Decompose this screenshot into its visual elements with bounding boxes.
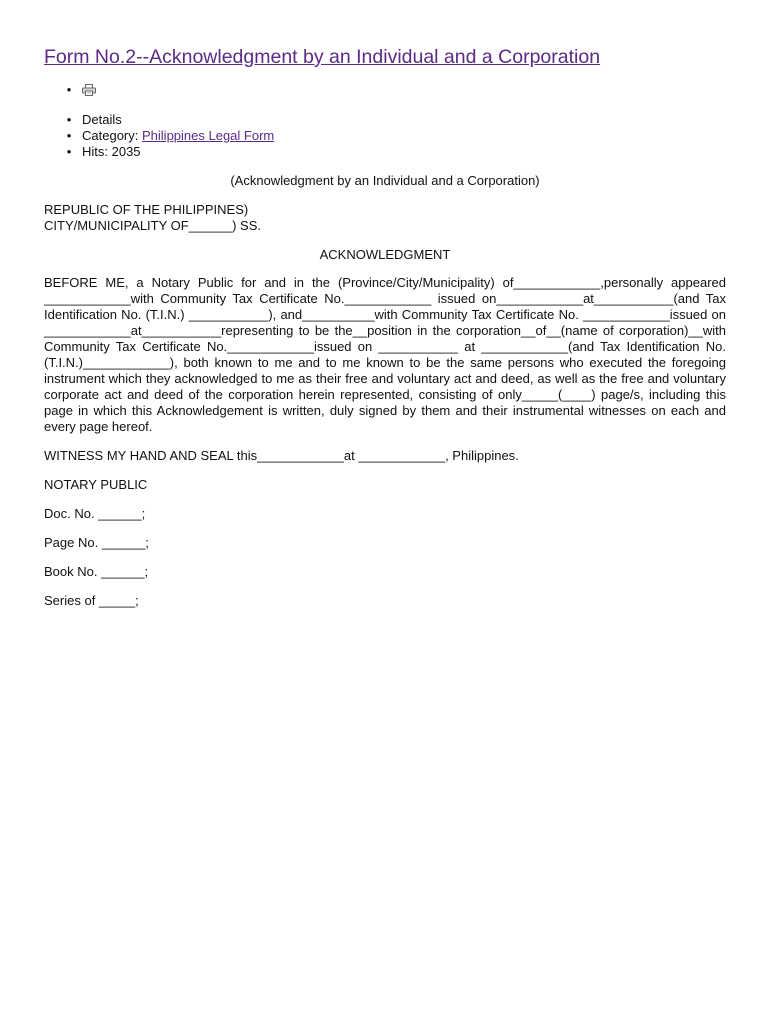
witness-line: WITNESS MY HAND AND SEAL this____________at ____________, Philippines. — [44, 448, 519, 463]
hits-label: Hits: 2035 — [82, 144, 141, 159]
print-item — [44, 82, 726, 100]
print-icon[interactable] — [82, 84, 96, 100]
series-line: Series of _____; — [44, 593, 139, 608]
republic-line: REPUBLIC OF THE PHILIPPINES) — [44, 202, 249, 217]
document-subtitle: (Acknowledgment by an Individual and a Corporation) — [230, 173, 540, 188]
details-label: Details — [82, 112, 122, 127]
article-meta — [44, 112, 726, 160]
meta-hits — [44, 144, 726, 160]
notary-public-label: NOTARY PUBLIC — [44, 477, 148, 492]
acknowledgment-heading: ACKNOWLEDGMENT — [319, 247, 451, 262]
book-no-line: Book No. ______; — [44, 564, 149, 579]
meta-details — [44, 112, 726, 128]
document-body — [44, 173, 726, 609]
acknowledgment-paragraph: BEFORE ME, a Notary Public for and in the (Province/City/Municipality) of____________,personally appeared ____________with Community Tax Certificate No.____________ issued on____________at___________(and Tax Identification No. (T.I.N.) ___________), and__________with Community Tax Certificate No. ____________issued on ____________at___________representing to be the__position in the corporation__of__(name of corporation)__with Community Tax Certificate No.____________issued on ___________ at ____________(and Tax Identification No. (T.I.N.)____________), both known to me and to me known to be the same persons who executed the foregoing instrument which they acknowledged to me as their free and voluntary act and deed, as well as the free and voluntary corporate act and deed of the corporation herein represented, consisting of only_____(____) page/s, including this page in which this Acknowledgement is written, duly signed by them and their instrumental witnesses on each and every page hereof. — [44, 275, 726, 434]
article — [44, 44, 726, 609]
page-no-line: Page No. ______; — [44, 535, 149, 550]
bullet: • — [66, 112, 72, 127]
page-title[interactable]: Form No.2--Acknowledgment by an Individual and a Corporation — [44, 46, 601, 68]
bullet: • — [66, 128, 72, 143]
category-label: Category: — [82, 128, 139, 143]
city-line: CITY/MUNICIPALITY OF______) SS. — [44, 218, 261, 233]
bullet: • — [66, 144, 72, 159]
doc-no-line: Doc. No. ______; — [44, 506, 146, 521]
bullet: • — [66, 82, 72, 97]
meta-category — [44, 128, 726, 144]
print-actions — [44, 82, 726, 100]
category-link[interactable]: Philippines Legal Form — [142, 128, 275, 143]
